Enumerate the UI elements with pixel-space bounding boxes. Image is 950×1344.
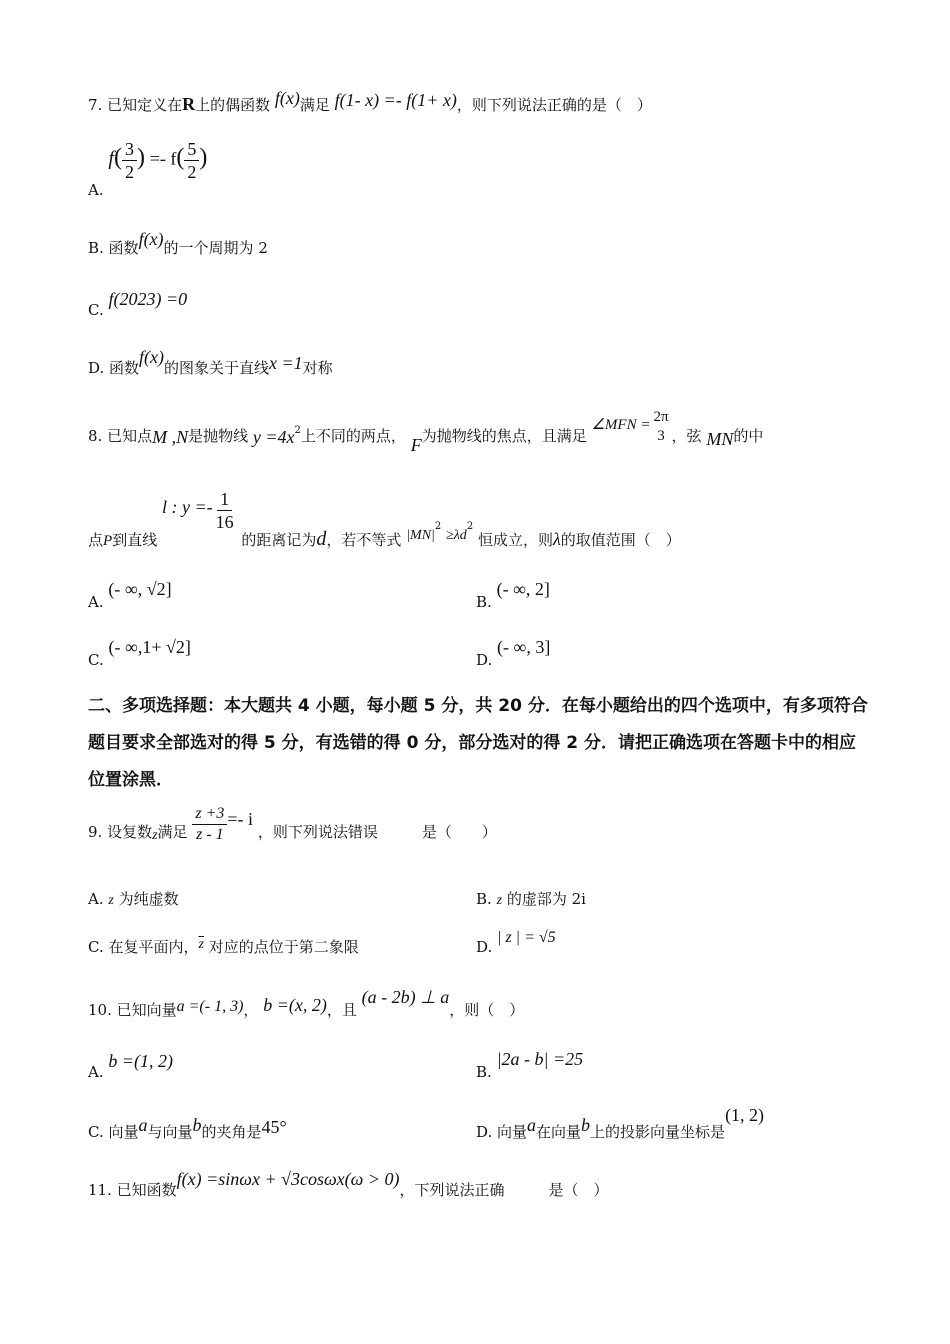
q9-option-b: B. z 的虚部为 2i xyxy=(476,890,586,908)
q8-stem-line2: 点P到直线 l : y =- $\frac{1}{16}$ 的距离记为d，若不等式 $|MN|_2 \ge\lambda d_2$ 恒成立，则λ的取值范围（ ） xyxy=(88,489,681,550)
q8-option-c: C. (- ∞,1+ √2] xyxy=(88,637,191,669)
q9-option-c: C. 在复平面内，$\overline{z}$ 对应的点位于第二象限 xyxy=(88,937,359,956)
q10-stem: 10. 已知向量a =(- 1, 3)， b =(x, 2)，且 (a - 2b) ⊥ a，则（ ） xyxy=(88,987,525,1019)
q8-stem-line1: 8. 已知点M ,N是抛物线 $y =4x^2$上不同的两点， F为抛物线的焦点，且满足 ∠MFN = 2π 3 ，弦 MN的中 xyxy=(88,409,764,455)
q9-stem: 9. 设复数z满足 $\frac{z +3}{z - 1}$ =- i ，则下列说法错误 是（ ） xyxy=(88,805,497,843)
q7-a-frac2: $\frac{5}{2}$ xyxy=(184,140,199,181)
q7-option-c: C. f(2023) =0 xyxy=(88,289,188,319)
q9-frac: $\frac{z +3}{z - 1}$ xyxy=(192,806,227,843)
q8-option-a: A. (- ∞, √2] xyxy=(88,579,172,611)
q9-option-a: A. z 为纯虚数 xyxy=(88,890,179,908)
q7-stem: 7. 已知定义在R上的偶函数 f(x)满足 f(1- x) =- f(1+ x)，则下列说法正确的是（ ） xyxy=(88,88,652,114)
q10-option-c: C. 向量a与向量b的夹角是45° xyxy=(88,1115,287,1141)
q7-option-a: A. f( $\frac{3}{2}$ ) =- f( $\frac{5}{2}$ ) xyxy=(88,139,208,199)
q7-fx: f(x) xyxy=(274,88,300,108)
q10-option-a: A. b =(1, 2) xyxy=(88,1051,174,1081)
q10-option-d: D. 向量a在向量b上的投影向量坐标是(1, 2) xyxy=(476,1105,765,1141)
section-2-instructions: 二、多项选择题：本大题共 4 小题，每小题 5 分，共 20 分．在每小题给出的四个选项中，有多项符合题目要求全部选对的得 5 分，有选错的得 0 分，部分选对的得 2 分．请把正确选项在答题卡中的相应位置涂黑． xyxy=(88,696,868,790)
q9-option-d: D. | z | = √5 xyxy=(476,929,556,956)
q8-option-b: B. (- ∞, 2] xyxy=(476,579,550,611)
q8-line-frac: $\frac{1}{16}$ xyxy=(215,489,234,532)
q7-a-frac1: $\frac{3}{2}$ xyxy=(122,140,137,181)
q8-angle-frac: 2π 3 xyxy=(653,409,669,444)
q8-option-d: D. (- ∞, 3] xyxy=(476,637,551,669)
q7-option-b: B. 函数f(x)的一个周期为 2 xyxy=(88,229,268,257)
q7-option-d: D. 函数f(x)的图象关于直线x =1对称 xyxy=(88,347,333,377)
q7-condition: f(1- x) =- f(1+ x) xyxy=(334,90,457,110)
q11-stem: 11. 已知函数f(x) =sinωx + √3cosωx(ω > 0)，下列说法正确 是（ ） xyxy=(88,1169,609,1199)
q10-option-b: B. |2a - b| =25 xyxy=(476,1049,584,1081)
